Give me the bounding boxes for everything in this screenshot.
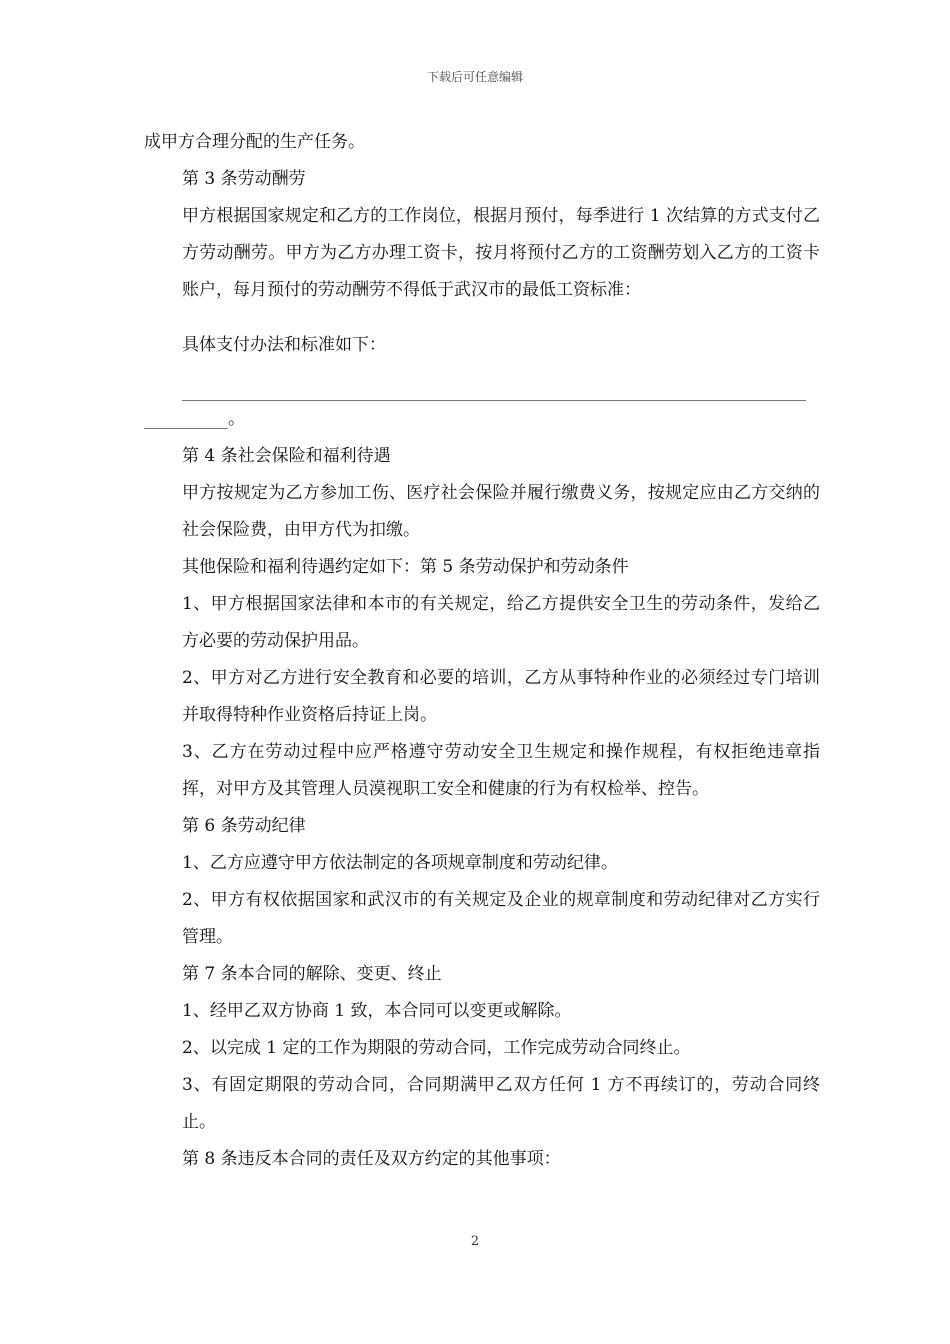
section-heading: 第 6 条劳动纪律 xyxy=(182,816,306,836)
paragraph: 3、有固定期限的劳动合同，合同期满甲乙双方任何 1 方不再续订的，劳动合同终止。 xyxy=(182,1075,820,1132)
paragraph: 甲方根据国家规定和乙方的工作岗位，根据月预付，每季进行 1 次结算的方式支付乙方劳动酬劳。甲方为乙方办理工资卡，按月将预付乙方的工资酬劳划入乙方的工资卡账户，每月预付的劳动酬劳不得低于武汉市的最低工资标准： xyxy=(182,206,820,300)
section-heading: 第 7 条本合同的解除、变更、终止 xyxy=(182,964,442,984)
section-heading: 第 8 条违反本合同的责任及双方约定的其他事项： xyxy=(182,1149,561,1169)
fill-in-blank-tail xyxy=(144,401,820,438)
section-heading: 第 3 条劳动酬劳 xyxy=(182,169,306,189)
paragraph: 1、甲方根据国家法律和本市的有关规定，给乙方提供安全卫生的劳动条件，发给乙方必要的劳动保护用品。 xyxy=(182,594,820,651)
section-heading: 第 4 条社会保险和福利待遇 xyxy=(182,446,391,466)
paragraph: 2、以完成 1 定的工作为期限的劳动合同，工作完成劳动合同终止。 xyxy=(182,1038,691,1058)
paragraph: 2、甲方有权依据国家和武汉市的有关规定及企业的规章制度和劳动纪律对乙方实行管理。 xyxy=(182,890,820,947)
fill-in-blank-short xyxy=(144,406,228,429)
spacer xyxy=(144,309,820,327)
paragraph: 1、乙方应遵守甲方依法制定的各项规章制度和劳动纪律。 xyxy=(182,853,618,873)
document-body xyxy=(144,124,820,1178)
paragraph: 甲方按规定为乙方参加工伤、医疗社会保险并履行缴费义务，按规定应由乙方交纳的社会保险费，由甲方代为扣缴。 xyxy=(182,483,820,540)
paragraph: 2、甲方对乙方进行安全教育和必要的培训，乙方从事特种作业的必须经过专门培训并取得特种作业资格后持证上岗。 xyxy=(182,668,820,725)
page-number: 2 xyxy=(470,1234,480,1249)
blank-terminator: 。 xyxy=(228,409,245,429)
page-header: 下载后可任意编辑 xyxy=(426,70,523,84)
paragraph: 具体支付办法和标准如下： xyxy=(182,335,386,355)
fill-in-blank-line xyxy=(182,378,806,401)
paragraph: 3、乙方在劳动过程中应严格遵守劳动安全卫生规定和操作规程，有权拒绝违章指挥，对甲方及其管理人员漠视职工安全和健康的行为有权检举、控告。 xyxy=(182,742,820,799)
paragraph: 其他保险和福利待遇约定如下：第 5 条劳动保护和劳动条件 xyxy=(182,557,629,577)
paragraph: 1、经甲乙双方协商 1 致，本合同可以变更或解除。 xyxy=(182,1001,572,1021)
paragraph: 成甲方合理分配的生产任务。 xyxy=(144,132,365,152)
